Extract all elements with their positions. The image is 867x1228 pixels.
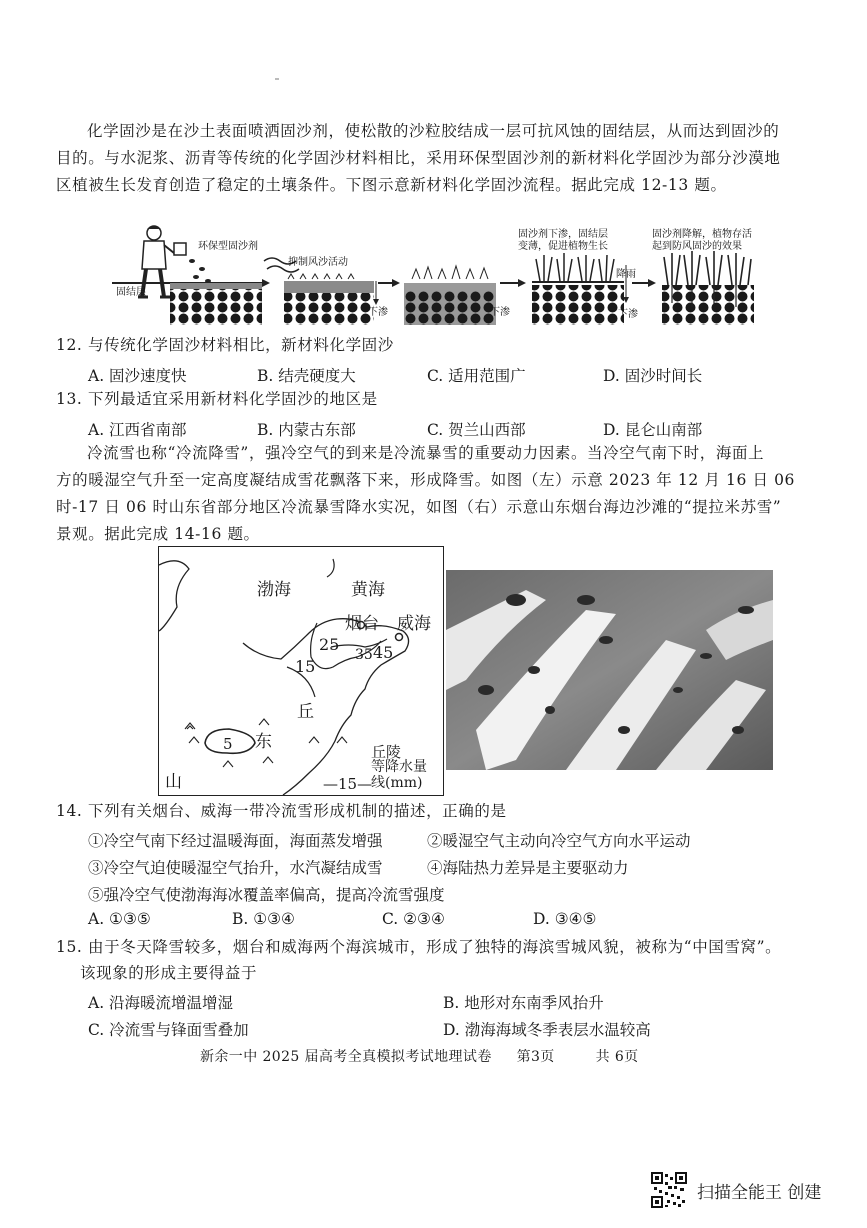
- footer-title: 新余一中 2025 届高考全真模拟考试地理试卷: [200, 1049, 492, 1065]
- legend-isoline-sample: —15—: [323, 775, 373, 793]
- q14-statement-3: ③冷空气迫使暖湿空气抬升，水汽凝结成雪: [88, 859, 383, 877]
- q12-option-a[interactable]: A. 固沙速度快: [88, 367, 187, 385]
- label-layer: 固结层: [116, 287, 146, 298]
- q12-option-d[interactable]: D. 固沙时间长: [603, 367, 703, 385]
- page-footer: [200, 1046, 639, 1066]
- legend-isoline-text-2: 线(mm): [371, 775, 423, 791]
- q15-option-d[interactable]: D. 渤海海域冬季表层水温较高: [443, 1021, 651, 1039]
- isoline-value-45: 45: [373, 643, 394, 662]
- q14-statement-5: ⑤强冷空气使渤海海冰覆盖率偏高，提高冷流雪强度: [88, 886, 445, 904]
- q13-option-c[interactable]: C. 贺兰山西部: [427, 421, 526, 439]
- label-stage4-b: 变薄，促进植物生长: [518, 241, 608, 252]
- scan-speck: [275, 78, 279, 80]
- isoline-value-25: 25: [319, 635, 340, 654]
- isoline-value-35: 35: [355, 647, 373, 663]
- q14-statement-2: ②暖湿空气主动向冷空气方向水平运动: [427, 832, 691, 850]
- q13-option-a[interactable]: A. 江西省南部: [88, 421, 187, 439]
- q14-option-a[interactable]: A. ①③⑤: [88, 910, 151, 928]
- label-stage5-b: 起到防风固沙的效果: [652, 241, 742, 252]
- passage-1-line-1: 化学固沙是在沙土表面喷洒固沙剂，使松散的沙粒胶结成一层可抗风蚀的固结层，从而达到固沙的: [87, 122, 780, 140]
- label-bohai: 渤海: [257, 580, 291, 600]
- label-seep-2: 下渗: [490, 307, 510, 318]
- label-dong: 东: [255, 732, 272, 752]
- passage-2-line-3: 时-17 日 06 时山东省部分地区冷流暴雪降水实况，如图（右）示意山东烟台海边沙滩的“提拉米苏雪”: [56, 498, 782, 516]
- label-stage4-a: 固沙剂下渗，固结层: [518, 229, 608, 240]
- q13-option-b[interactable]: B. 内蒙古东部: [257, 421, 356, 439]
- question-15-stem-line-2: 该现象的形成主要得益于: [80, 964, 258, 982]
- q12-option-b[interactable]: B. 结壳硬度大: [257, 367, 356, 385]
- q14-option-b[interactable]: B. ①③④: [232, 910, 295, 928]
- passage-2-line-1: 冷流雪也称“冷流降雪”，强冷空气的到来是冷流暴雪的重要动力因素。当冷空气南下时，海面上: [87, 444, 765, 462]
- q15-option-a[interactable]: A. 沿海暖流增温增湿: [88, 994, 234, 1012]
- q14-option-d[interactable]: D. ③④⑤: [533, 910, 597, 928]
- question-12-stem: 12. 与传统化学固沙材料相比，新材料化学固沙: [56, 336, 394, 354]
- legend-isoline-text-1: 等降水量: [371, 759, 427, 775]
- tiramisu-snow-drawing: [446, 570, 773, 770]
- sand-fixation-process-figure: [112, 225, 762, 330]
- legend-isoline-value: 15: [338, 775, 358, 793]
- label-yantai: 烟台: [345, 614, 379, 634]
- label-huanghai: 黄海: [351, 580, 385, 600]
- passage-2-line-2: 方的暖湿空气升至一定高度凝结成雪花飘落下来，形成降雪。如图（左）示意 2023 年 12 月 16 日 06: [56, 471, 796, 489]
- passage-1-line-3: 区植被生长发育创造了稳定的土壤条件。下图示意新材料化学固沙流程。据此完成 12-13 题。: [56, 176, 727, 194]
- q13-option-d[interactable]: D. 昆仑山南部: [603, 421, 703, 439]
- question-14-stem: 14. 下列有关烟台、威海一带冷流雪形成机制的描述，正确的是: [56, 802, 507, 820]
- isoline-value-5: 5: [223, 735, 233, 753]
- label-qiu: 丘: [297, 702, 314, 722]
- question-15-stem-line-1: 15. 由于冬天降雪较多，烟台和威海两个海滨城市，形成了独特的海滨雪城风貌，被称为“中国雪窝”。: [56, 938, 782, 956]
- q14-statement-1: ①冷空气南下经过温暖海面，海面蒸发增强: [88, 832, 383, 850]
- stage-2-wind-suppression: [264, 255, 400, 325]
- question-13-stem: 13. 下列最适宜采用新材料化学固沙的地区是: [56, 390, 378, 408]
- stage-1-spraying: [112, 226, 270, 325]
- stage-4-growth: [518, 227, 656, 325]
- q14-statement-4: ④海陆热力差异是主要驱动力: [427, 859, 629, 877]
- tiramisu-snow-photo: [446, 570, 773, 770]
- label-stage5-a: 固沙剂降解，植物存活: [652, 229, 752, 240]
- label-seep-1: 下渗: [368, 307, 388, 318]
- passage-1-line-2: 目的。与水泥浆、沥青等传统的化学固沙材料相比，采用环保型固沙剂的新材料化学固沙为部分沙漠地: [56, 149, 781, 167]
- passage-2: [56, 440, 816, 548]
- stage-3-seepage: [404, 266, 526, 325]
- legend-hills: 丘陵: [371, 743, 402, 761]
- precipitation-map: [158, 546, 444, 796]
- label-wind: 抑制风沙活动: [288, 257, 348, 268]
- label-seep-3: 下渗: [618, 309, 638, 320]
- qr-code-icon: [651, 1172, 687, 1208]
- q15-option-b[interactable]: B. 地形对东南季风抬升: [443, 994, 604, 1012]
- passage-2-line-4: 景观。据此完成 14-16 题。: [56, 525, 260, 543]
- label-shan: 山: [165, 772, 182, 792]
- label-agent: 环保型固沙剂: [198, 241, 258, 252]
- scanner-watermark: [651, 1172, 821, 1208]
- q14-option-c[interactable]: C. ②③④: [382, 910, 445, 928]
- scanner-label: 扫描全能王 创建: [697, 1182, 822, 1203]
- legend-isoline-text: [371, 759, 427, 791]
- stage-5-vegetation: [652, 227, 754, 325]
- q12-option-c[interactable]: C. 适用范围广: [427, 367, 526, 385]
- passage-1: [56, 118, 816, 199]
- label-weihai: 威海: [397, 614, 431, 634]
- q15-option-c[interactable]: C. 冷流雪与锋面雪叠加: [88, 1021, 249, 1039]
- footer-page: 第3页: [516, 1049, 555, 1065]
- footer-total: 共 6页: [595, 1049, 639, 1065]
- isoline-value-15: 15: [295, 657, 316, 676]
- label-rain: 降雨: [616, 269, 636, 280]
